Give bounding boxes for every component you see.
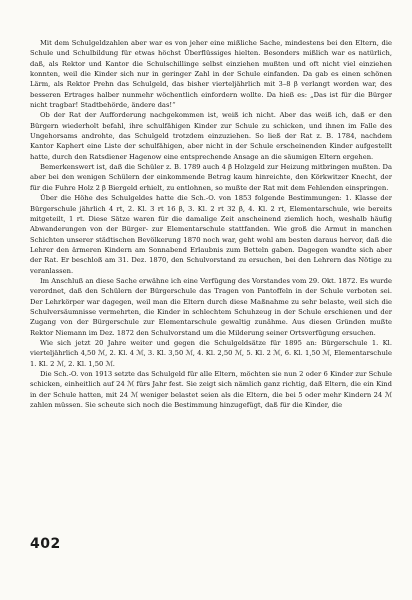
paragraph-2: Ob der Rat der Aufforderung nachgekommen ist, weiß ich nicht. Aber das weiß ich, daß er den Bürgern wiederholt befahl, ihre schulfähigen Kinder zur Schule zu schicken, und ihnen im Falle des Ungehorsams androhte, das Schulgeld trotzdem einzuziehen. So ließ der Rat z. B. 1784, nachdem Kantor Kaphert eine Liste der schulfähigen, aber nicht in der Schule erscheinenden Kinder aufgestellt hatte, durch den Ratsdiener Hagenow eine entsprechende Ansage an die säumigen Eltern ergehen.	[30, 111, 392, 161]
page-number: 402	[30, 536, 61, 552]
page-body	[30, 38, 392, 410]
paragraph-1: Mit dem Schulgeldzahlen aber war es von jeher eine mißliche Sache, mindestens bei den Eltern, die Schule und Schulbildung für etwas höchst Überflüssiges hielten. Besonders mißlich war es natürlich, daß, als Rektor und Kantor die Schulschillinge selbst einziehen mußten und oft nicht viel einziehen konnten, weil die Kinder sich nur in geringer Zahl in der Schule einfanden. Da gab es einen schönen Lärm, als Rektor Prehn das Schulgeld, das bisher vierteljährlich mit 3–8 β verlangt worden war, des besseren Ertrages halber nunmehr wöchentlich einfordern wollte. Da hieß es: „Das ist für die Bürger nicht tragbar! Stadtbehörde, ändere das!“	[30, 39, 392, 110]
paragraph-7: Die Sch.-O. von 1913 setzte das Schulgeld für alle Eltern, möchten sie nun 2 oder 6 Kinder zur Schule schicken, einheitlich auf 24 ℳ fürs Jahr fest. Sie zeigt sich nämlich ganz richtig, daß Eltern, die ein Kind in der Schule hatten, mit 24 ℳ weniger belastet seien als die Eltern, die bei 5 oder mehr Kindern 24 ℳ zahlen müssen. Sie scheute sich noch die Bestimmung hinzugefügt, daß für die Kinder, die	[30, 370, 392, 410]
paragraph-4: Über die Höhe des Schulgeldes hatte die Sch.-O. von 1853 folgende Bestimmungen: 1. Klasse der Bürgerschule jährlich 4 rt, 2. Kl. 3 rt 16 β, 3. Kl. 2 rt 32 β, 4. Kl. 2 rt, Elementarschule, wie bereits mitgeteilt, 1 rt. Diese Sätze waren für die damalige Zeit anscheinend ziemlich hoch, weshalb häufig Abwanderungen von der Bürger- zur Elementarschule stattfanden. Wie groß die Armut in manchen Schichten unserer städtischen Bevölkerung 1870 noch war, geht wohl am besten daraus hervor, daß die Lehrer den ärmeren Kindern am Sonnabend Erlaubnis zum Betteln gaben. Dagegen wandte sich aber der Rat. Er beschloß am 31. Dez. 1870, den Schulvorstand zu ersuchen, bei den Lehrern das Nötige zu veranlassen.	[30, 194, 392, 275]
paragraph-3: Bemerkenswert ist, daß die Schüler z. B. 1789 auch 4 β Holzgeld zur Heizung mitbringen mußten. Da aber bei den wenigen Schülern der einkommende Betrag kaum hinreichte, den Körkwitzer Knecht, der für die Fuhre Holz 2 β Biergeld erhielt, zu entlohnen, so mußte der Rat mit dem Fehlenden einspringen.	[30, 163, 392, 192]
paragraph-6: Wie sich jetzt 20 Jahre weiter und gegen die Schulgeldsätze für 1895 an: Bürgerschule 1. Kl. vierteljährlich 4,50 ℳ, 2. Kl. 4 ℳ, 3. Kl. 3,50 ℳ, 4. Kl. 2,50 ℳ, 5. Kl. 2 ℳ, 6. Kl. 1,50 ℳ, Elementarschule 1. Kl. 2 ℳ, 2. Kl. 1,50 ℳ.	[30, 338, 392, 368]
paragraph-5: Im Anschluß an diese Sache erwähne ich eine Verfügung des Vorstandes vom 29. Okt. 1872. Es wurde verordnet, daß den Schülern der Bürgerschule das Tragen von Pantoffeln in der Schule verboten sei. Der Lehrkörper war dagegen, weil man die Eltern durch diese Maßnahme zu sehr belaste, weil sich die Schulversäumnisse vermehrten, die Kinder in schlechtem Schuhzeug in der Schule erschienen und der Zugang von der Bürgerschule zur Elementarschule gewaltig zunähme. Aus diesen Gründen mußte Rektor Niemann im Dez. 1872 den Schulvorstand um die Milderung seiner Ortsverfügung ersuchen.	[30, 276, 392, 337]
